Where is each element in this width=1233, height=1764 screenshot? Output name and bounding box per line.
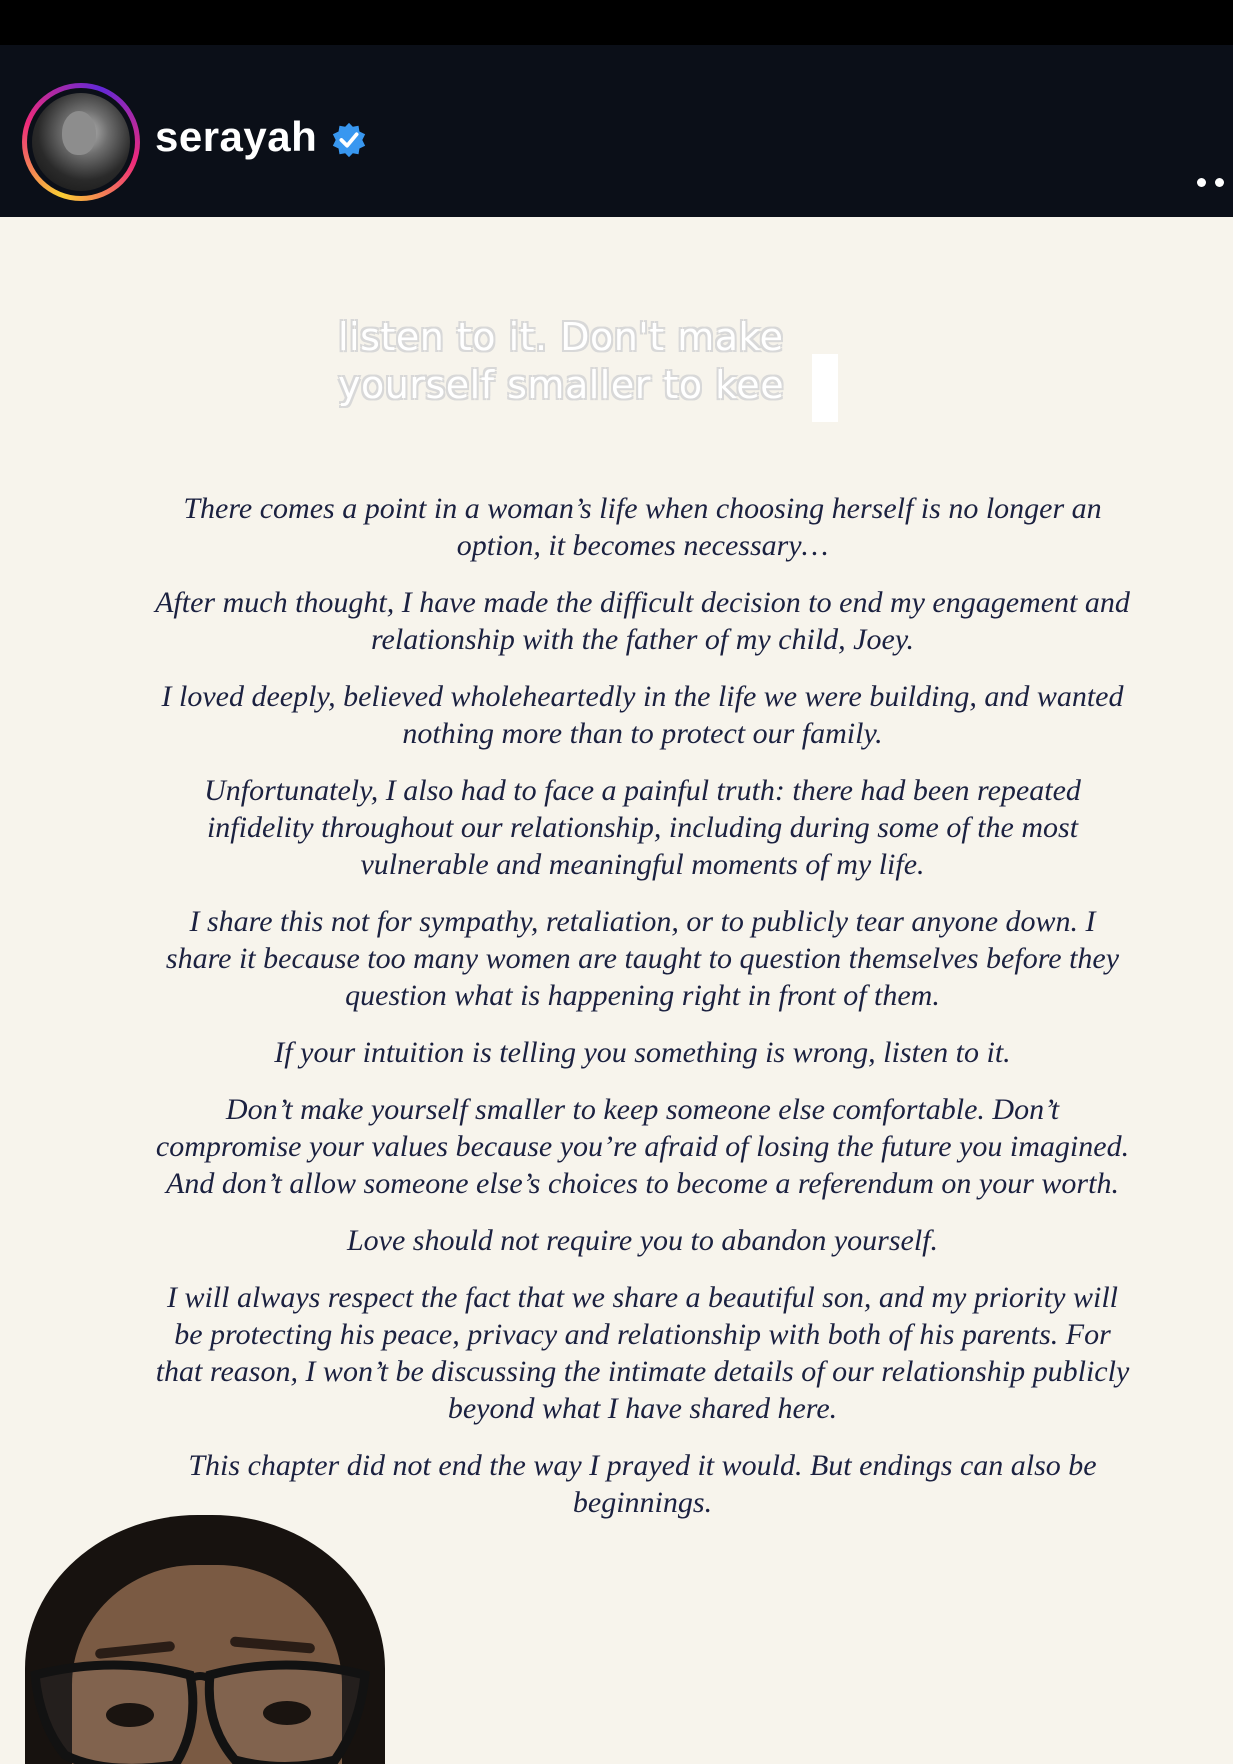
post-header xyxy=(0,45,1233,217)
statement-paragraph: Love should not require you to abandon yourself. xyxy=(346,1224,939,1257)
verified-badge-icon xyxy=(330,121,368,159)
statement-paragraph: Don’t make yourself smaller to keep someone else comfortable. Don’t compromise your values because you’re afraid of losing the future you imagined. And don’t allow someone else’s choices to become a referendum on your worth. xyxy=(155,1093,1130,1200)
statement-paragraph: I loved deeply, believed wholeheartedly in the life we were building, and wanted nothing more than to protect our family. xyxy=(161,680,1124,750)
glasses-icon xyxy=(25,1655,375,1764)
statement-paragraph: If your intuition is telling you something is wrong, listen to it. xyxy=(274,1036,1011,1069)
caption-cursor xyxy=(812,354,838,422)
statement-paragraph: Unfortunately, I also had to face a painful truth: there had been repeated infidelity throughout our relationship, including during some of the most vulnerable and meaningful moments of my life. xyxy=(204,774,1081,881)
statement-paragraph: I will always respect the fact that we share a beautiful son, and my priority will be protecting his peace, privacy and relationship with both of his parents. For that reason, I won’t be discussing the intimate details of our relationship publicly beyond what I have shared here. xyxy=(155,1281,1130,1425)
video-caption-overlay xyxy=(338,313,838,409)
avatar-photo xyxy=(32,93,130,191)
statement-paragraph: This chapter did not end the way I prayed it would. But endings can also be beginnings. xyxy=(188,1449,1097,1519)
statement-paragraph: There comes a point in a woman’s life when choosing herself is no longer an option, it becomes necessary… xyxy=(183,492,1102,562)
statement-paragraph: I share this not for sympathy, retaliation, or to publicly tear anyone down. I share it because too many women are taught to question themselves before they question what is happening right in front of them. xyxy=(165,905,1120,1012)
statement-paragraph: After much thought, I have made the difficult decision to end my engagement and relationship with the father of my child, Joey. xyxy=(155,586,1130,656)
caption-line: listen to it. Don't make xyxy=(338,315,784,359)
statement-text xyxy=(155,490,1130,1541)
webcam-overlay xyxy=(0,1480,400,1764)
username[interactable]: serayah xyxy=(155,113,318,160)
status-bar xyxy=(0,0,1233,45)
more-options-icon[interactable] xyxy=(1193,173,1233,193)
profile-avatar[interactable] xyxy=(22,83,140,201)
caption-line: yourself smaller to kee xyxy=(338,363,785,407)
